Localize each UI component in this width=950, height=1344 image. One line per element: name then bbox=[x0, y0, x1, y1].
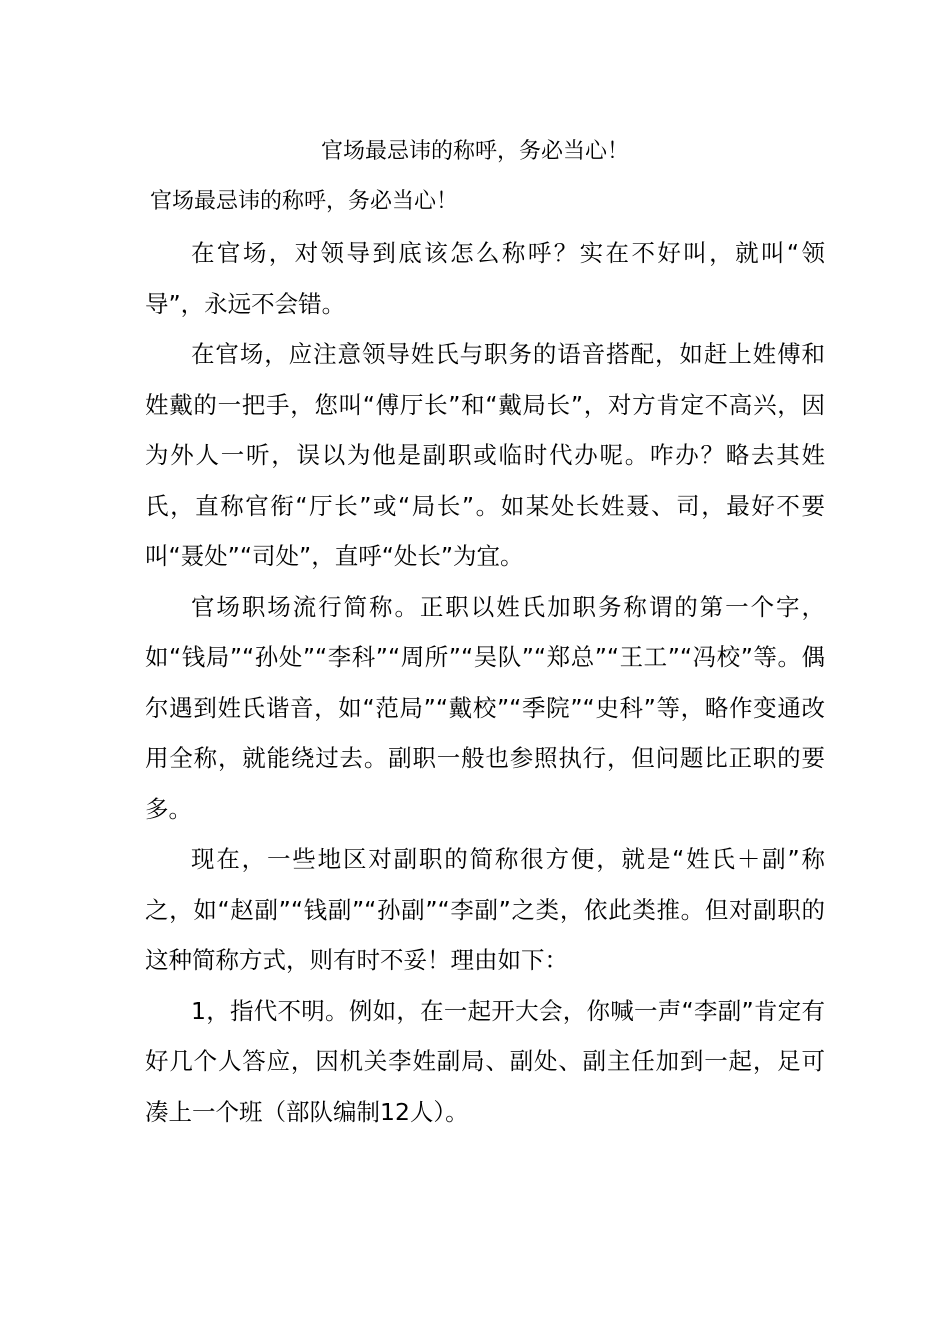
document-body bbox=[145, 228, 825, 1137]
paragraph-5: 1，指代不明。例如，在一起开大会，你喊一声“李副”肯定有好几个人答应，因机关李姓副局、副处、副主任加到一起，足可凑上一个班（部队编制12人）。 bbox=[145, 996, 825, 1126]
paragraph-1: 在官场，对领导到底该怎么称呼？实在不好叫，就叫“领导”，永远不会错。 bbox=[145, 239, 825, 318]
paragraph-4: 现在，一些地区对副职的简称很方便，就是“姓氏＋副”称之，如“赵副”“钱副”“孙副”“李副”之类，依此类推。但对副职的这种简称方式，则有时不妥！理由如下： bbox=[145, 845, 825, 974]
paragraph-2: 在官场，应注意领导姓氏与职务的语音搭配，如赶上姓傅和姓戴的一把手，您叫“傅厅长”和“戴局长”，对方肯定不高兴，因为外人一听，误以为他是副职或临时代办呢。咋办？略去其姓氏，直称官衔“厅长”或“局长”。如某处长姓聂、司，最好不要叫“聂处”“司处”，直呼“处长”为宜。 bbox=[145, 340, 825, 570]
document-title: 官场最忌讳的称呼，务必当心！ bbox=[320, 139, 629, 164]
paragraph-3: 官场职场流行简称。正职以姓氏加职务称谓的第一个字，如“钱局”“孙处”“李科”“周所”“吴队”“郑总”“王工”“冯校”等。偶尔遇到姓氏谐音，如“范局”“戴校”“季院”“史科”等，略作变通改用全称，就能绕过去。副职一般也参照执行，但问题比正职的要多。 bbox=[145, 592, 825, 823]
document-subtitle: 官场最忌讳的称呼，务必当心！ bbox=[150, 189, 459, 214]
